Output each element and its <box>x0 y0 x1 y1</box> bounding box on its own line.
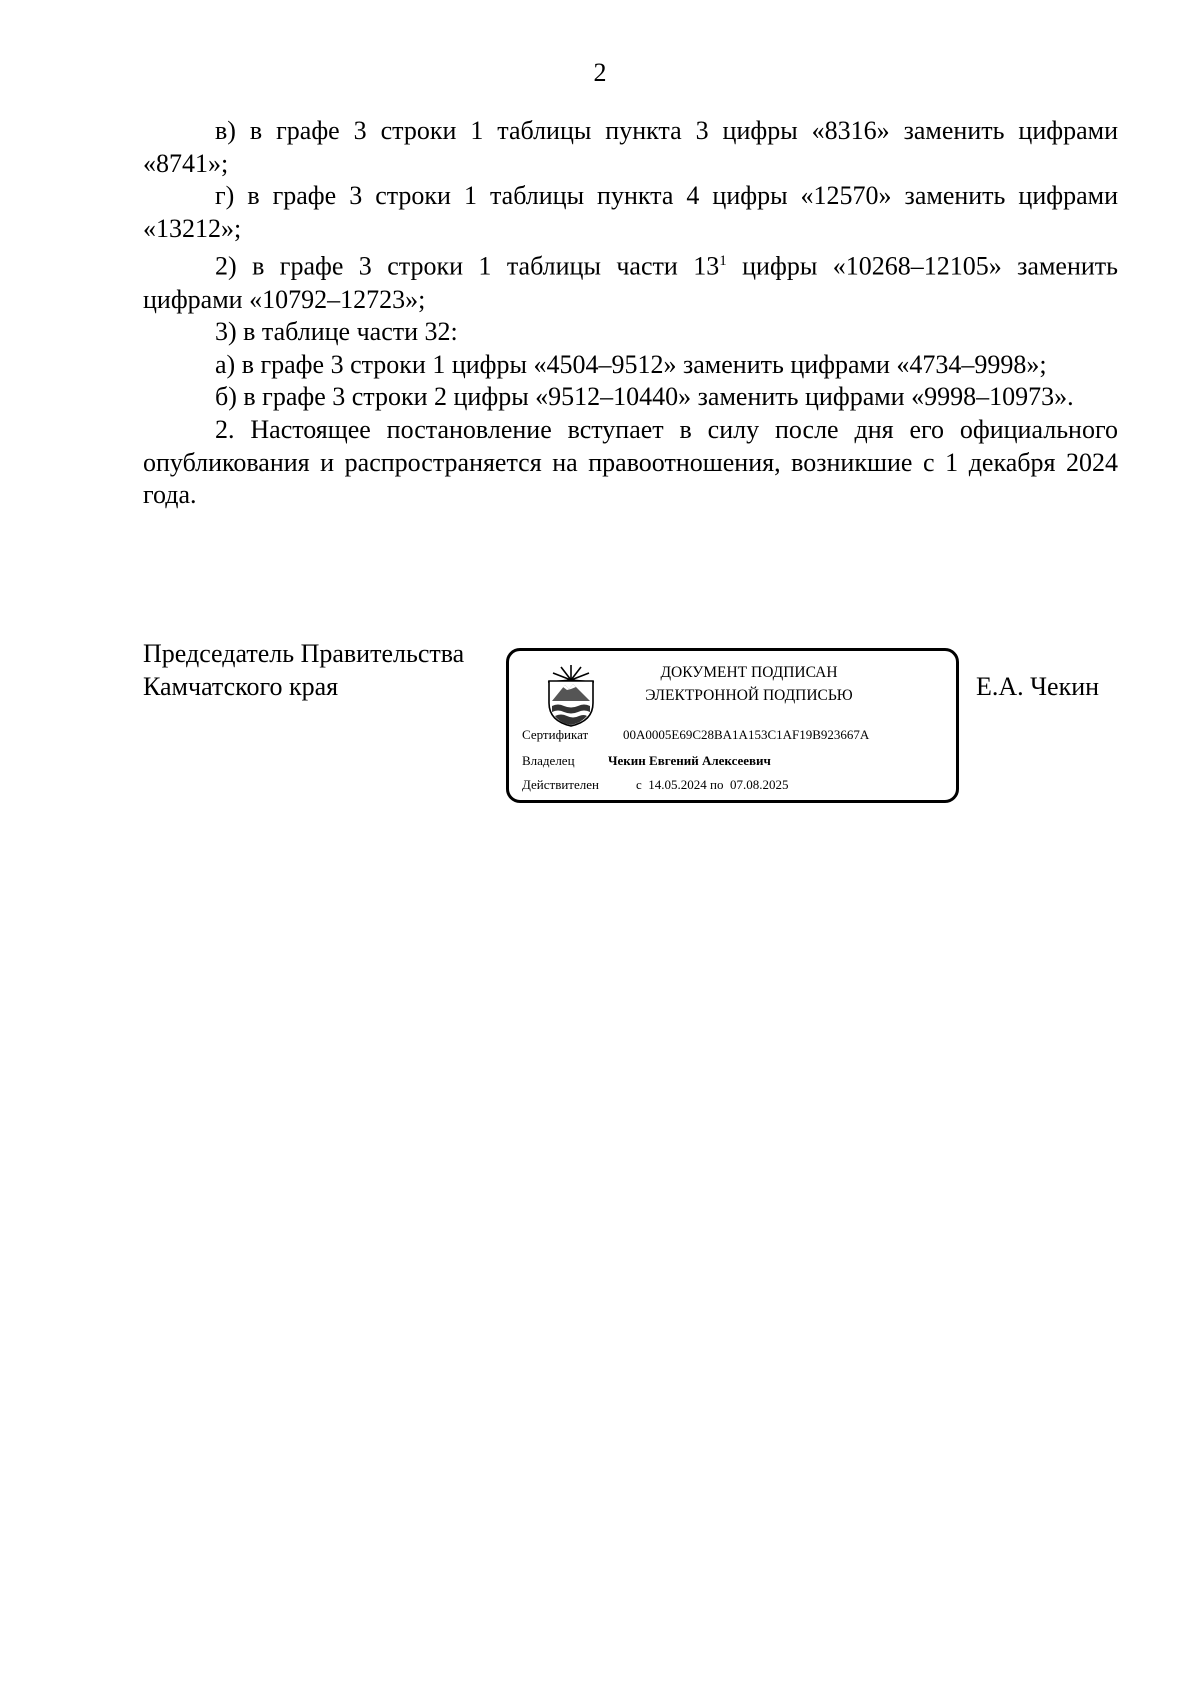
stamp-validity-row <box>522 777 789 793</box>
electronic-signature-stamp <box>506 648 959 803</box>
validity-value: с 14.05.2024 по 07.08.2025 <box>636 777 789 792</box>
stamp-title-line2: ЭЛЕКТРОННОЙ ПОДПИСЬЮ <box>645 687 853 704</box>
stamp-title-line1: ДОКУМЕНТ ПОДПИСАН <box>660 664 838 681</box>
owner-label: Владелец <box>522 753 575 768</box>
signatory-name: Е.А. Чекин <box>976 672 1100 701</box>
paragraph-item-2-text: 2) в графе 3 строки 1 таблицы части 13 <box>215 252 720 282</box>
paragraph-item-b: б) в графе 3 строки 2 цифры «9512–10440» заменить цифрами «9998–10973». <box>215 382 1074 412</box>
certificate-label: Сертификат <box>522 727 589 742</box>
owner-value: Чекин Евгений Алексеевич <box>608 753 771 768</box>
document-body <box>143 115 1118 512</box>
signatory-position-line2: Камчатского края <box>143 672 339 701</box>
paragraph-item-g: г) в графе 3 строки 1 таблицы пункта 4 цифры «12570» заменить цифрами «13212»; <box>143 181 1118 243</box>
superscript: 1 <box>719 253 727 270</box>
stamp-owner-row <box>522 753 771 769</box>
page-number: 2 <box>593 58 607 87</box>
stamp-certificate-row <box>522 727 870 743</box>
stamp-title <box>619 661 879 707</box>
paragraph-item-2-text-end: цифры «10268–12105» заменить цифрами «10792–12723»; <box>143 252 1118 314</box>
paragraph-clause-2: 2. Настоящее постановление вступает в силу после дня его официального опубликования и распространяется на правоотношения, возникшие с 1 декабря 2024 года. <box>143 415 1118 510</box>
coat-of-arms-icon <box>545 663 597 727</box>
paragraph-item-v: в) в графе 3 строки 1 таблицы пункта 3 цифры «8316» заменить цифрами «8741»; <box>143 116 1118 178</box>
certificate-value: 00A0005E69C28BA1A153C1AF19B923667A <box>623 727 870 742</box>
validity-label: Действителен <box>522 777 599 792</box>
paragraph-item-a: а) в графе 3 строки 1 цифры «4504–9512» заменить цифрами «4734–9998»; <box>215 349 1047 379</box>
signatory-position-line1: Председатель Правительства <box>143 639 465 668</box>
paragraph-item-3: 3) в таблице части 32: <box>215 317 458 347</box>
signatory-position <box>143 637 464 703</box>
paragraph-item-2 <box>143 245 1118 316</box>
